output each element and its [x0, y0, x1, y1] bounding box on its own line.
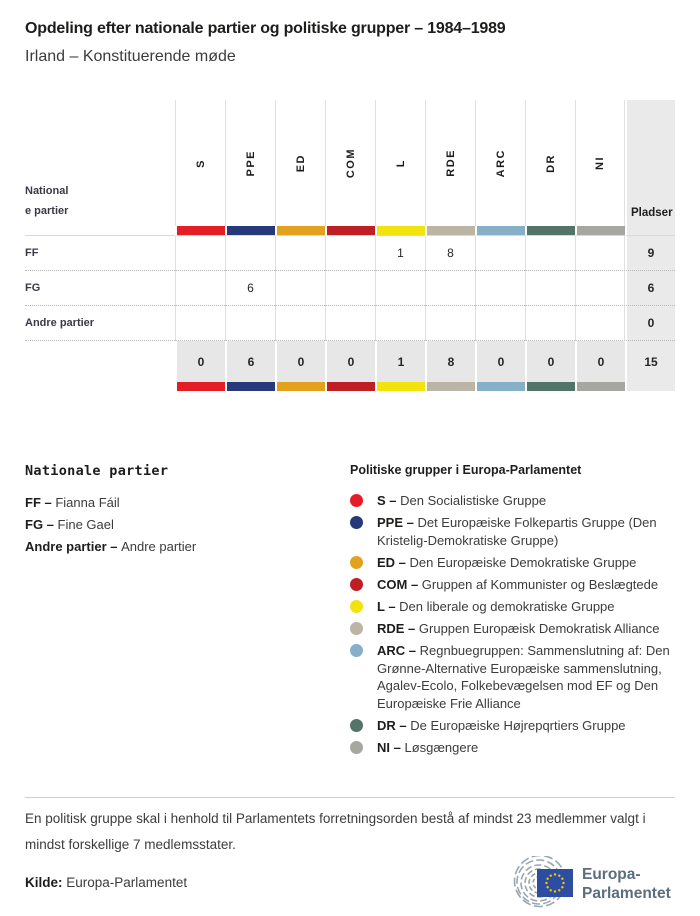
cell-fg-com	[325, 271, 375, 306]
cell-andre-ed	[275, 306, 325, 341]
cell-andre-ppe	[225, 306, 275, 341]
color-bar-rde	[425, 226, 475, 236]
page-subtitle: Irland – Konstituerende møde	[25, 48, 236, 65]
column-header-rde: RDE	[425, 100, 475, 226]
spacer	[25, 341, 175, 382]
s-color-dot-icon	[350, 494, 363, 507]
cell-ff-ppe	[225, 236, 275, 271]
spacer	[625, 226, 675, 236]
cell-ff-com	[325, 236, 375, 271]
color-bar-s	[175, 226, 225, 236]
total-ppe: 6	[225, 341, 275, 382]
cell-andre-dr	[525, 306, 575, 341]
legend-item-s: S – Den Socialistiske Gruppe	[350, 492, 675, 510]
total-l: 1	[375, 341, 425, 382]
cell-fg-rde	[425, 271, 475, 306]
row-header-line2: e partier	[25, 205, 69, 217]
color-bar-com	[325, 226, 375, 236]
cell-andre-ni	[575, 306, 625, 341]
cell-ff-ed	[275, 236, 325, 271]
total-seats: 15	[625, 341, 675, 382]
color-bar-com	[325, 382, 375, 391]
arc-color-dot-icon	[350, 644, 363, 657]
legend-political-groups	[350, 463, 675, 761]
source-text: Kilde: Europa-Parlamentet	[25, 874, 188, 890]
cell-andre-l	[375, 306, 425, 341]
legend-groups-heading: Politiske grupper i Europa-Parlamentet	[350, 463, 582, 477]
l-color-dot-icon	[350, 600, 363, 613]
color-bar-dr	[525, 226, 575, 236]
cell-fg-l	[375, 271, 425, 306]
cell-fg-arc	[475, 271, 525, 306]
color-bar-rde	[425, 382, 475, 391]
cell-fg-ppe: 6	[225, 271, 275, 306]
column-header-ni: NI	[575, 100, 625, 226]
eu-flag	[537, 869, 573, 897]
legend-item-l: L – Den liberale og demokratiske Gruppe	[350, 598, 675, 616]
spacer	[625, 382, 675, 391]
row-header-line1: National	[25, 185, 69, 197]
total-ed: 0	[275, 341, 325, 382]
color-bar-arc	[475, 226, 525, 236]
total-dr: 0	[525, 341, 575, 382]
column-header-s: S	[175, 100, 225, 226]
cell-fg-dr	[525, 271, 575, 306]
legend-item-andre: Andre partier – Andre partier	[25, 539, 197, 554]
footnote: En politisk gruppe skal i henhold til Parlamentets forretningsorden bestå af mindst 23 medlemmer valgt i mindst forskellige 7 medlemsstater.	[25, 811, 646, 852]
color-bar-s	[175, 382, 225, 391]
spacer	[25, 382, 175, 391]
legend-item-arc: ARC – Regnbuegruppen: Sammenslutning af: Den Grønne-Alternative Europæiske sammenslutning, Agalev-Ecolo, Folkebevægelsen mod EF og Den Europæiske Frie Alliance	[350, 642, 675, 712]
legend-item-ff: FF – Fianna Fáil	[25, 495, 120, 510]
color-bar-l	[375, 226, 425, 236]
logo-text-line2: Parlamentet	[582, 885, 671, 902]
color-bar-ed	[275, 226, 325, 236]
total-ni: 0	[575, 341, 625, 382]
cell-andre-arc	[475, 306, 525, 341]
total-rde: 8	[425, 341, 475, 382]
legend-national-heading: Nationale partier	[25, 463, 169, 479]
cell-fg-ed	[275, 271, 325, 306]
rde-color-dot-icon	[350, 622, 363, 635]
color-bar-ni	[575, 382, 625, 391]
cell-ff-l: 1	[375, 236, 425, 271]
cell-andre-rde	[425, 306, 475, 341]
color-bar-dr	[525, 382, 575, 391]
footer-divider	[25, 797, 675, 798]
color-bar-ni	[575, 226, 625, 236]
column-header-dr: DR	[525, 100, 575, 226]
logo-text-line1: Europa-	[582, 866, 641, 883]
color-bar-arc	[475, 382, 525, 391]
ni-color-dot-icon	[350, 741, 363, 754]
legend-item-fg: FG – Fine Gael	[25, 517, 114, 532]
cell-fg-ni	[575, 271, 625, 306]
seats-andre: 0	[625, 306, 675, 341]
legend-item-ppe: PPE – Det Europæiske Folkepartis Gruppe (Den Kristelig-Demokratiske Gruppe)	[350, 514, 675, 549]
distribution-table	[25, 100, 675, 391]
legend-item-ni: NI – Løsgængere	[350, 739, 675, 757]
color-bar-l	[375, 382, 425, 391]
com-color-dot-icon	[350, 578, 363, 591]
row-label-ff: FF	[25, 236, 175, 271]
row-header-label	[25, 100, 175, 226]
column-header-arc: ARC	[475, 100, 525, 226]
seats-column-header: Pladser	[625, 100, 675, 226]
color-bar-ed	[275, 382, 325, 391]
column-header-ppe: PPE	[225, 100, 275, 226]
color-bar-ppe	[225, 226, 275, 236]
row-label-fg: FG	[25, 271, 175, 306]
column-header-l: L	[375, 100, 425, 226]
cell-ff-s	[175, 236, 225, 271]
cell-ff-dr	[525, 236, 575, 271]
row-label-andre: Andre partier	[25, 306, 175, 341]
ed-color-dot-icon	[350, 556, 363, 569]
seats-ff: 9	[625, 236, 675, 271]
european-parliament-logo-icon	[507, 856, 675, 908]
cell-ff-ni	[575, 236, 625, 271]
page-title: Opdeling efter nationale partier og politiske grupper – 1984–1989	[25, 20, 506, 37]
cell-ff-arc	[475, 236, 525, 271]
total-arc: 0	[475, 341, 525, 382]
color-bar-ppe	[225, 382, 275, 391]
total-s: 0	[175, 341, 225, 382]
ep-logo	[507, 856, 675, 908]
cell-andre-s	[175, 306, 225, 341]
legend-item-ed: ED – Den Europæiske Demokratiske Gruppe	[350, 554, 675, 572]
total-com: 0	[325, 341, 375, 382]
column-header-com: COM	[325, 100, 375, 226]
legends	[25, 463, 675, 761]
dr-color-dot-icon	[350, 719, 363, 732]
spacer	[25, 226, 175, 236]
cell-ff-rde: 8	[425, 236, 475, 271]
source-row	[25, 856, 675, 908]
seats-fg: 6	[625, 271, 675, 306]
legend-item-dr: DR – De Europæiske Højrepqrtiers Gruppe	[350, 717, 675, 735]
cell-andre-com	[325, 306, 375, 341]
legend-item-com: COM – Gruppen af Kommunister og Beslægtede	[350, 576, 675, 594]
legend-national-parties	[25, 463, 350, 761]
ppe-color-dot-icon	[350, 516, 363, 529]
column-header-ed: ED	[275, 100, 325, 226]
cell-fg-s	[175, 271, 225, 306]
legend-item-rde: RDE – Gruppen Europæisk Demokratisk Alliance	[350, 620, 675, 638]
